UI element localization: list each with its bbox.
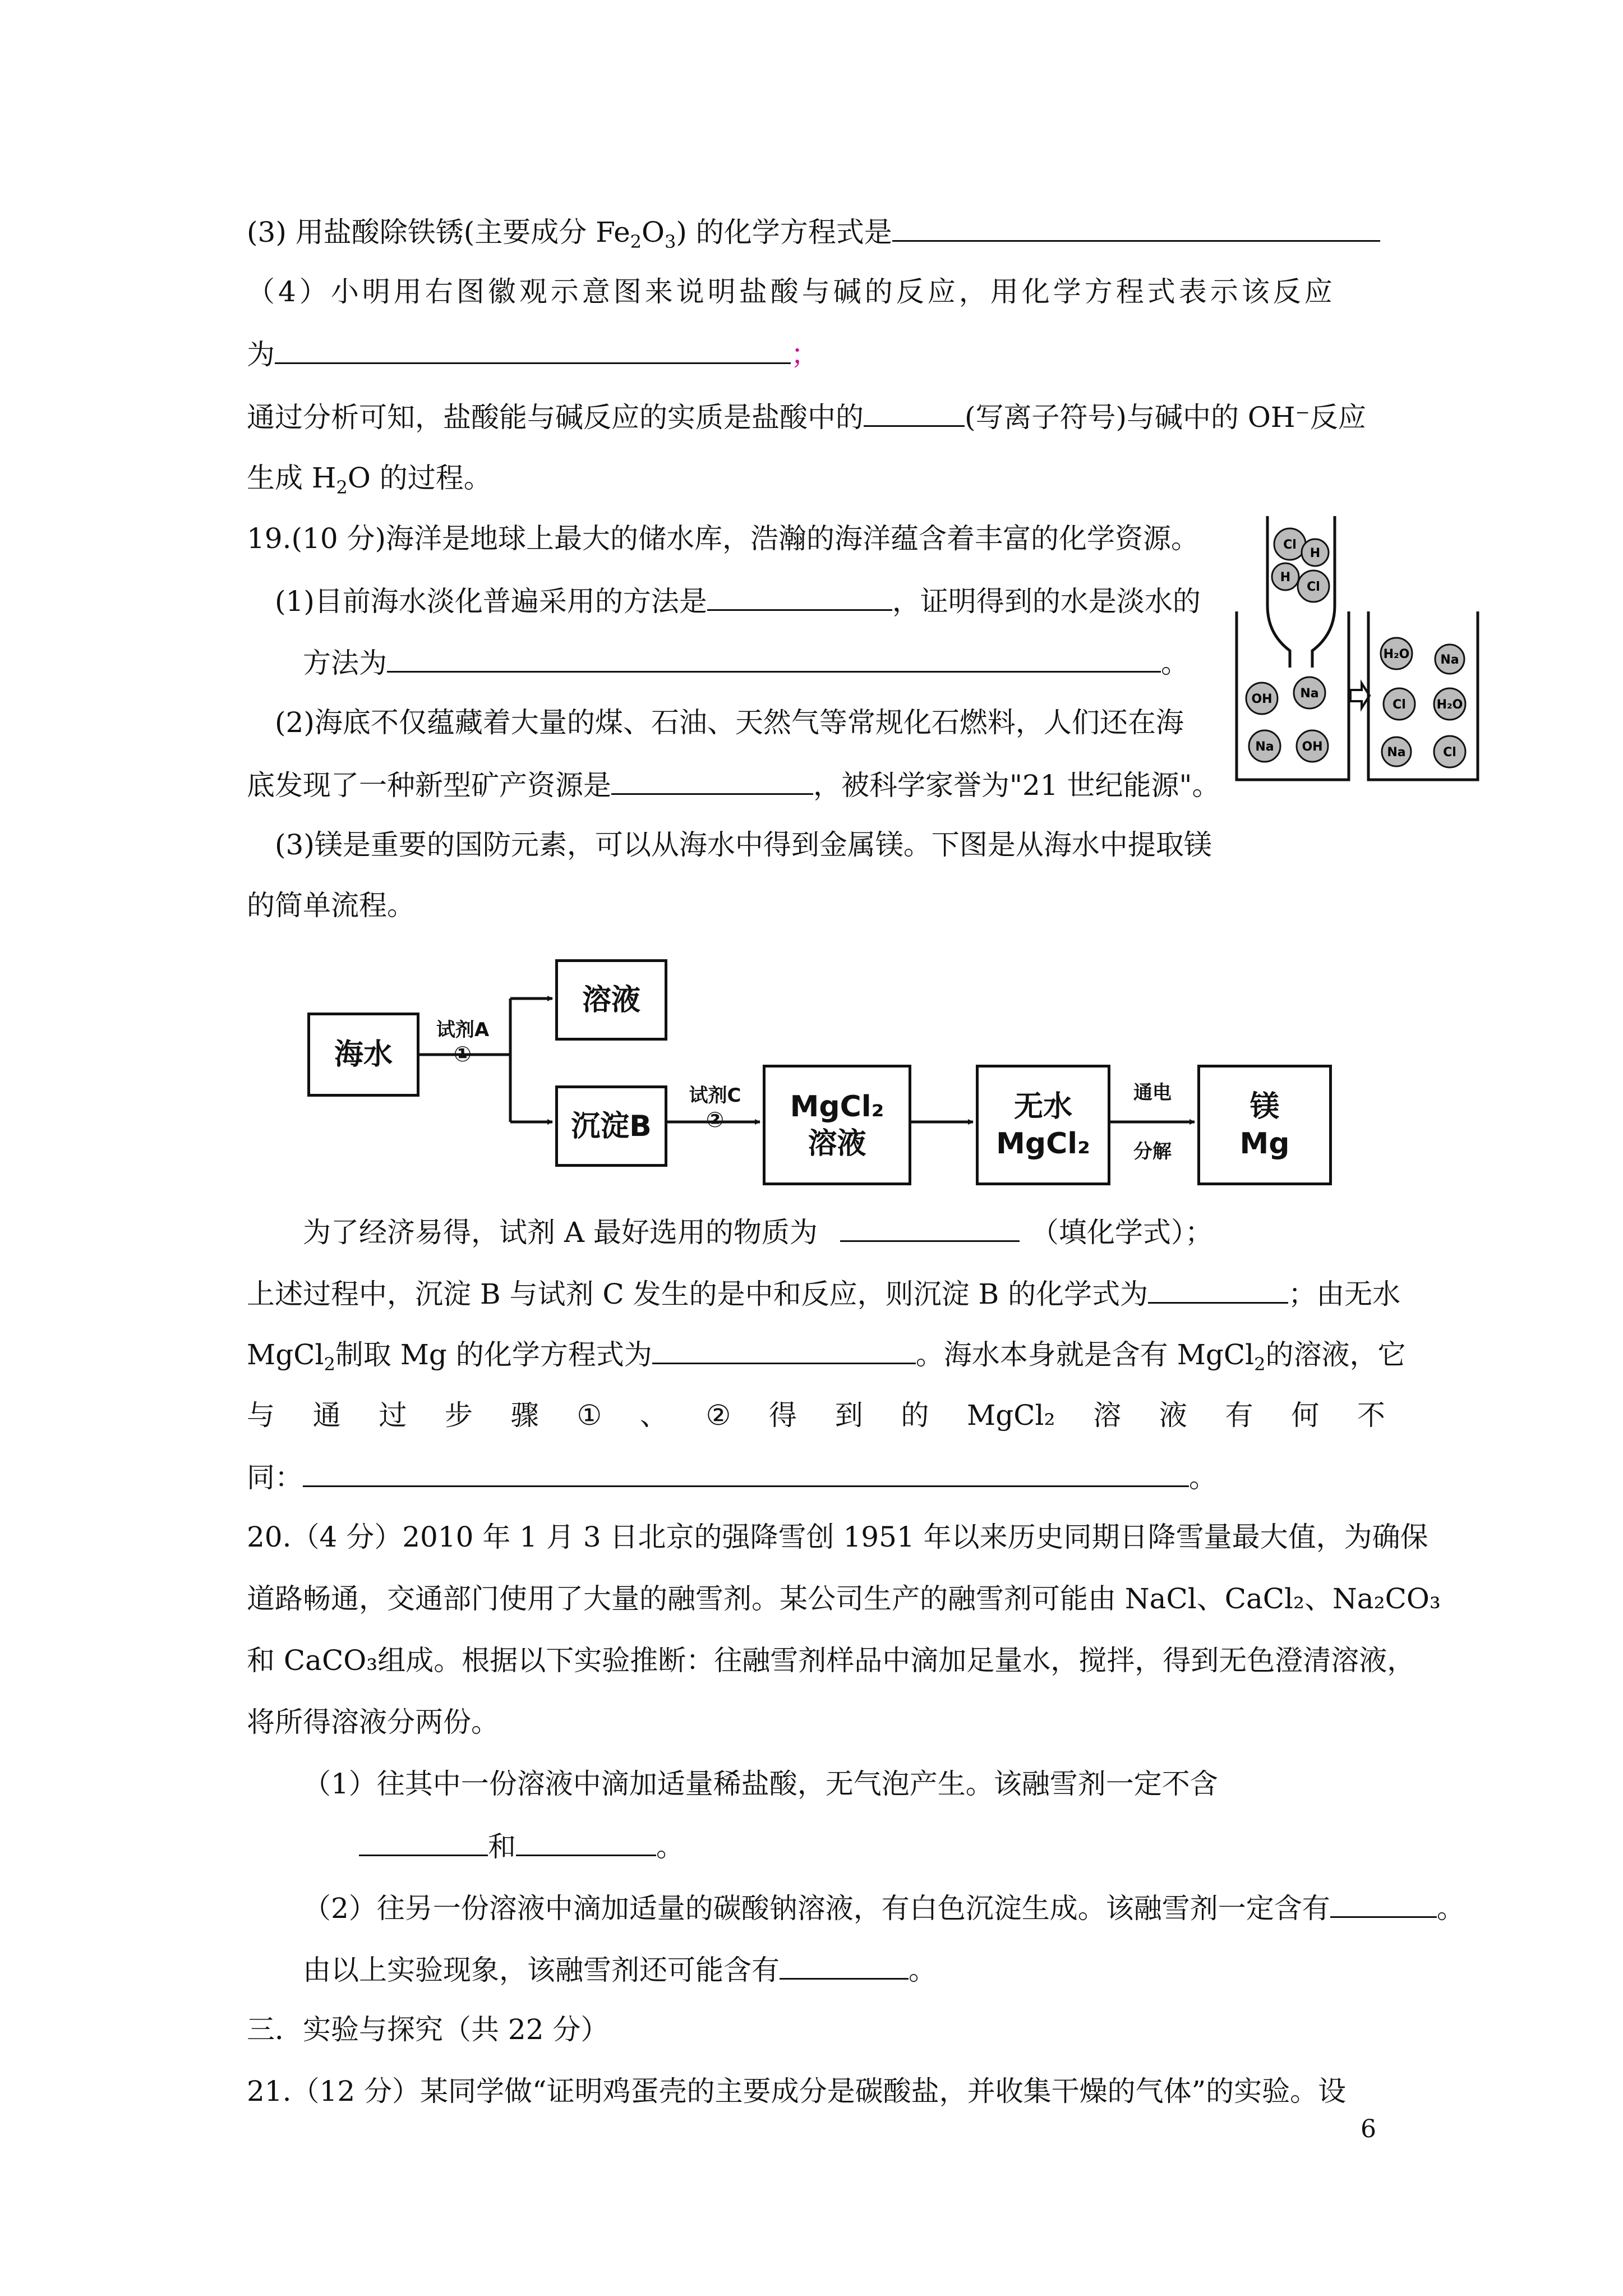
q20-2b-line: 由以上实验现象，该融雪剂还可能含有 。: [303, 1952, 937, 1987]
label-reagent-a: 试剂A ①: [436, 1019, 490, 1066]
box-precipitate-b: 沉淀B: [555, 1085, 667, 1167]
answer-blank[interactable]: [840, 1214, 1020, 1242]
beaker-ion: [1294, 677, 1325, 708]
answer-blank[interactable]: [359, 1829, 488, 1856]
answer-blank[interactable]: [275, 337, 791, 364]
q20-2a-line: （2）往另一份溶液中滴加适量的碳酸钠溶液，有白色沉淀生成。该融雪剂一定含有 。: [303, 1890, 1465, 1925]
funnel-ion: [1274, 528, 1306, 560]
label-electrolysis: 通电: [1133, 1082, 1172, 1104]
svg-text:Cl: Cl: [1443, 746, 1456, 760]
q18-3-line: (3) 用盐酸除铁锈(主要成分 $Fe_2O_3$) 的化学方程式是: [247, 214, 1380, 249]
beaker-ion: [1382, 737, 1411, 766]
beaker-ion: [1381, 638, 1412, 669]
svg-text:H: H: [1280, 570, 1291, 585]
label-decompose: 分解: [1133, 1140, 1172, 1163]
answer-blank[interactable]: [652, 1337, 916, 1364]
q21-line: 21.（12 分）某同学做“证明鸡蛋壳的主要成分是碳酸盐，并收集干燥的气体”的实验。设: [247, 2075, 1347, 2108]
box-mgcl2-solution: MgCl₂ 溶液: [763, 1065, 911, 1185]
beaker-ion: [1434, 736, 1465, 767]
svg-text:Cl: Cl: [1283, 538, 1297, 552]
q19-after3-line: MgCl$_2$制取 Mg 的化学方程式为 。海水本身就是含有 MgCl$_2$的溶液，它: [247, 1337, 1406, 1372]
q19-after2-line: 上述过程中，沉淀 B 与试剂 C 发生的是中和反应，则沉淀 B 的化学式为 ；由无水: [247, 1276, 1400, 1311]
q19-after5-line: 同： 。: [247, 1460, 1217, 1494]
q20-1b-line: 和 。: [359, 1829, 684, 1864]
answer-blank[interactable]: [303, 1460, 1189, 1487]
svg-text:H₂O: H₂O: [1383, 647, 1410, 661]
q18-4b-line: 为 ；: [247, 337, 819, 371]
answer-blank[interactable]: [1330, 1890, 1437, 1918]
q19-2a-line: (2)海底不仅蕴藏着大量的煤、石油、天然气等常规化石燃料，人们还在海: [275, 706, 1184, 739]
beaker-ion: [1297, 730, 1328, 762]
answer-blank[interactable]: [780, 1952, 909, 1980]
box-anhydrous-mgcl2: 无水 MgCl₂: [976, 1065, 1110, 1185]
q18-4d-line: 生成 $H_2O$ 的过程。: [247, 462, 492, 498]
q20-a-line: 20.（4 分）2010 年 1 月 3 日北京的强降雪创 1951 年以来历史同期日降雪量最大值，为确保: [247, 1521, 1428, 1553]
q19-1a-line: (1)目前海水淡化普遍采用的方法是 ，证明得到的水是淡水的: [275, 583, 1201, 618]
svg-text:Na: Na: [1255, 740, 1274, 754]
q18-4a-line: （4）小明用右图徽观示意图来说明盐酸与碱的反应，用化学方程式表示该反应: [247, 275, 1336, 308]
answer-blank[interactable]: [892, 214, 1380, 242]
answer-blank[interactable]: [611, 767, 813, 795]
svg-text:H: H: [1310, 546, 1321, 560]
svg-text:Cl: Cl: [1393, 698, 1406, 712]
svg-text:OH: OH: [1251, 692, 1272, 706]
box-magnesium: 镁 Mg: [1197, 1065, 1332, 1185]
q19-after4-line: 与 通 过 步 骤 ① 、 ② 得 到 的 MgCl₂ 溶 液 有 何 不: [247, 1399, 1385, 1432]
q19-after1-line: 为了经济易得，试剂 A 最好选用的物质为 （填化学式）；: [303, 1214, 1213, 1249]
beaker-ion: [1246, 683, 1278, 714]
funnel-ion: [1272, 563, 1299, 590]
magnesium-extraction-flowchart: [292, 942, 1391, 1223]
beaker-ion: [1435, 645, 1464, 674]
svg-text:OH: OH: [1302, 740, 1323, 754]
page-number: 6: [1361, 2115, 1376, 2143]
beaker-ion: [1434, 688, 1465, 720]
answer-blank[interactable]: [516, 1829, 656, 1856]
q19-1b-line: 方法为 。: [303, 645, 1189, 680]
answer-blank[interactable]: [864, 399, 965, 427]
svg-text:Na: Na: [1300, 687, 1319, 701]
q20-b-line: 道路畅通，交通部门使用了大量的融雪剂。某公司生产的融雪剂可能由 NaCl、CaCl₂、Na₂CO₃: [247, 1582, 1441, 1615]
svg-text:H₂O: H₂O: [1436, 698, 1463, 712]
q20-1a-line: （1）往其中一份溶液中滴加适量稀盐酸，无气泡产生。该融雪剂一定不含: [303, 1768, 1218, 1800]
answer-blank[interactable]: [1148, 1276, 1288, 1304]
beaker-ion: [1249, 730, 1280, 762]
acid-base-reaction-diagram: [1228, 510, 1481, 791]
q20-d-line: 将所得溶液分两份。: [247, 1706, 499, 1738]
answer-blank[interactable]: [387, 645, 1161, 673]
q19-2b-line: 底发现了一种新型矿产资源是 ，被科学家誉为"21 世纪能源"。: [247, 767, 1220, 802]
box-seawater: 海水: [307, 1013, 419, 1097]
beaker-ion: [1384, 688, 1415, 720]
svg-text:Cl: Cl: [1307, 580, 1320, 594]
section-3-heading: 三．实验与探究（共 22 分）: [247, 2013, 609, 2046]
q19-title: 19.(10 分)海洋是地球上最大的储水库，浩瀚的海洋蕴含着丰富的化学资源。: [247, 522, 1200, 555]
q19-3a-line: (3)镁是重要的国防元素，可以从海水中得到金属镁。下图是从海水中提取镁: [275, 829, 1212, 861]
label-reagent-c: 试剂C ②: [689, 1084, 741, 1132]
q18-4c-line: 通过分析可知，盐酸能与碱反应的实质是盐酸中的 (写离子符号)与碱中的 OH⁻反应: [247, 399, 1366, 434]
answer-blank[interactable]: [707, 583, 892, 611]
svg-text:Na: Na: [1387, 746, 1406, 760]
box-solution: 溶液: [555, 959, 667, 1041]
svg-text:Na: Na: [1440, 653, 1459, 667]
funnel-ion: [1298, 570, 1329, 602]
funnel-ion: [1302, 539, 1329, 566]
q19-3b-line: 的简单流程。: [247, 889, 415, 922]
q20-c-line: 和 CaCO₃组成。根据以下实验推断：往融雪剂样品中滴加足量水，搅拌，得到无色澄清溶液，: [247, 1644, 1415, 1677]
